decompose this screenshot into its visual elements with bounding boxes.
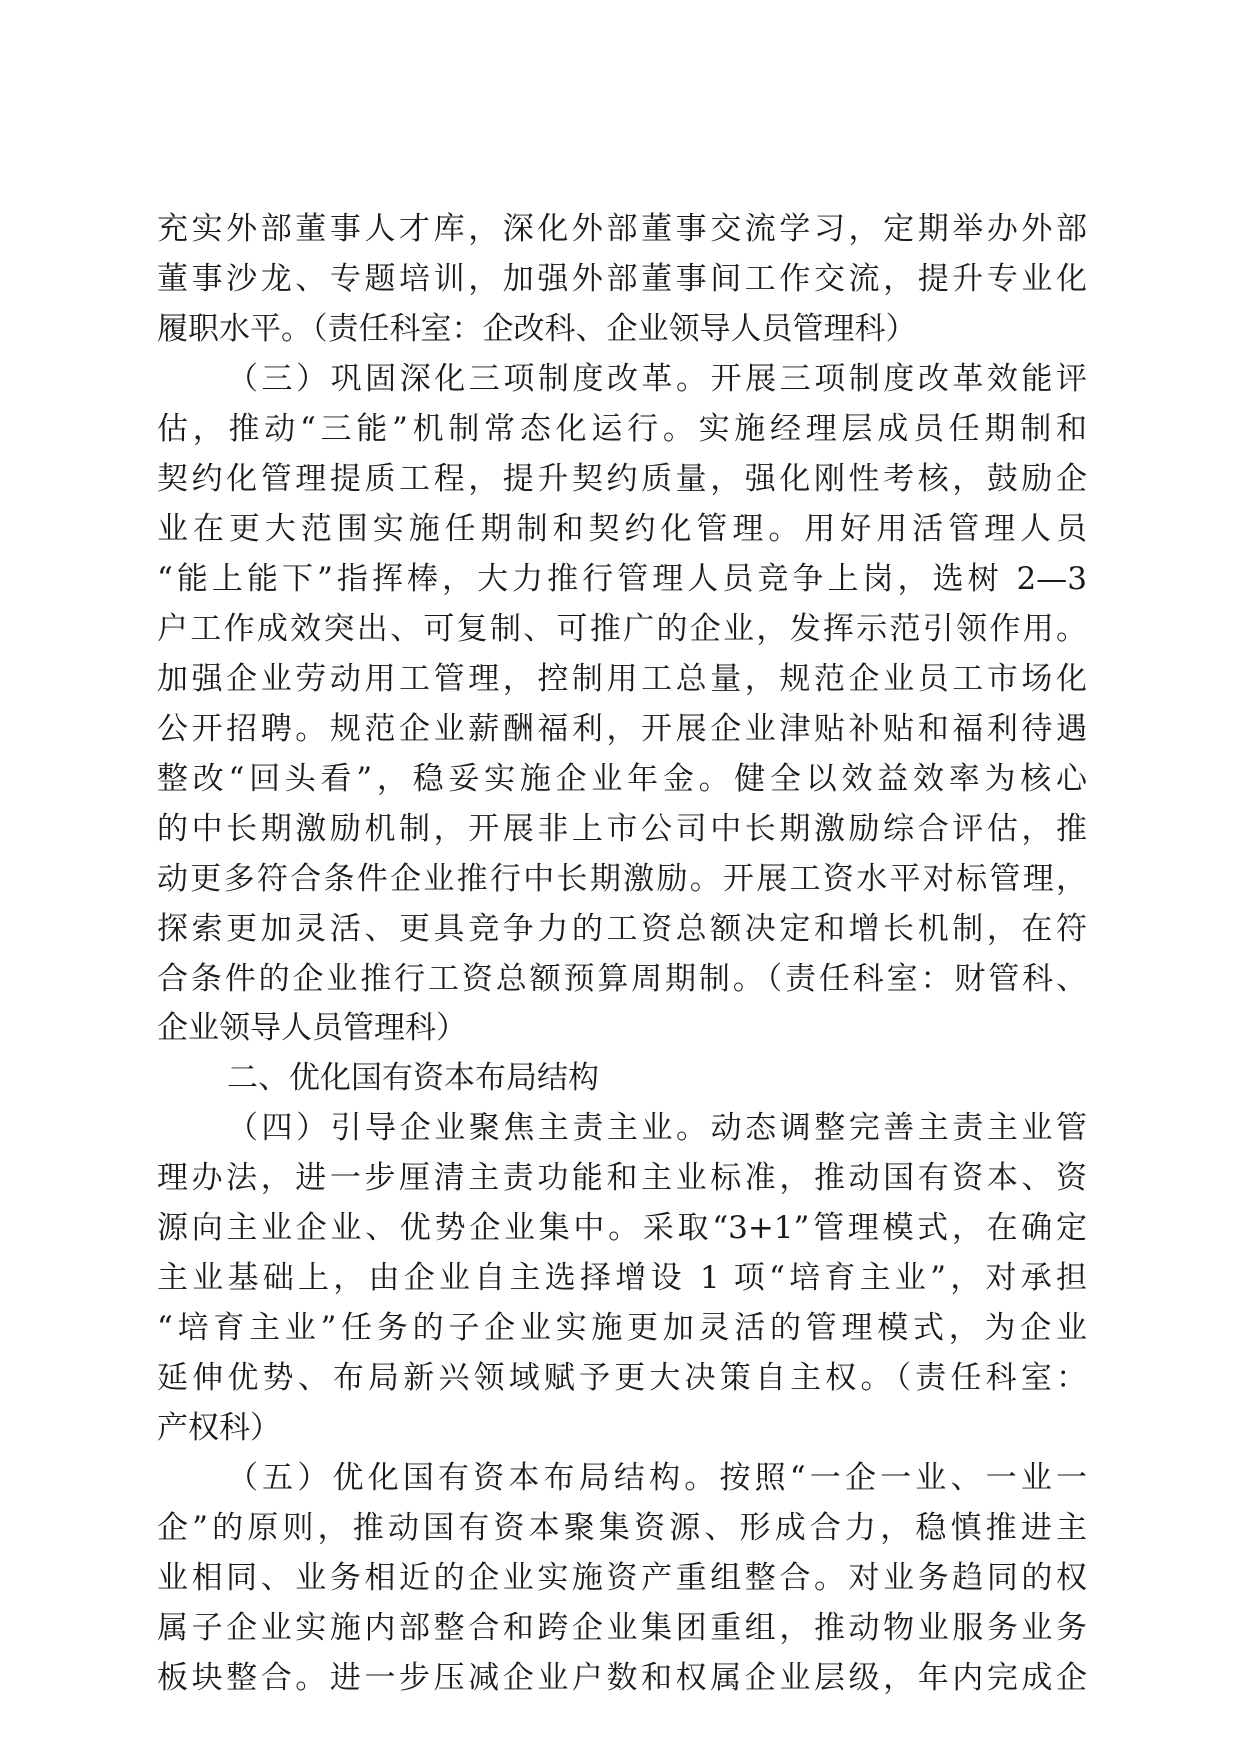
body-text-line: 板块整合。进一步压减企业户数和权属企业层级，年内完成企	[157, 1660, 1087, 1697]
body-text-line: 加强企业劳动用工管理，控制用工总量，规范企业员工市场化	[157, 660, 1087, 697]
body-text-line: 延伸优势、布局新兴领域赋予更大决策自主权。（责任科室：	[157, 1360, 1087, 1397]
body-text-line: 履职水平。（责任科室：企改科、企业领导人员管理科）	[157, 310, 917, 347]
body-text-line: 的中长期激励机制，开展非上市公司中长期激励综合评估，推	[157, 810, 1087, 847]
body-text-line: 充实外部董事人才库，深化外部董事交流学习，定期举办外部	[157, 211, 1087, 247]
body-text-line: “能上能下”指挥棒，大力推行管理人员竞争上岗，选树 2—3	[157, 560, 1087, 597]
body-text-line: 业在更大范围实施任期制和契约化管理。用好用活管理人员	[157, 510, 1087, 547]
body-text-line: 主业基础上，由企业自主选择增设 1 项“培育主业”，对承担	[157, 1260, 1087, 1297]
body-text-line: 企业领导人员管理科）	[157, 1010, 467, 1047]
body-text-line: 估，推动“三能”机制常态化运行。实施经理层成员任期制和	[157, 410, 1087, 447]
chapter-heading: 二、优化国有资本布局结构	[227, 1060, 599, 1097]
body-text-line: 动更多符合条件企业推行中长期激励。开展工资水平对标管理，	[157, 860, 1087, 897]
body-text-line: 企”的原则，推动国有资本聚集资源、形成合力，稳慎推进主	[157, 1510, 1087, 1547]
body-text-line: “培育主业”任务的子企业实施更加灵活的管理模式，为企业	[157, 1310, 1087, 1347]
section-4-heading-line: （四）引导企业聚焦主责主业。动态调整完善主责主业管	[227, 1110, 1087, 1147]
body-text-line: 公开招聘。规范企业薪酬福利，开展企业津贴补贴和福利待遇	[157, 710, 1087, 747]
section-3-heading-line: （三）巩固深化三项制度改革。开展三项制度改革效能评	[227, 360, 1087, 397]
body-text-line: 探索更加灵活、更具竞争力的工资总额决定和增长机制，在符	[157, 910, 1087, 947]
body-text-line: 产权科）	[157, 1410, 281, 1447]
body-text-line: 源向主业企业、优势企业集中。采取“3+1”管理模式，在确定	[157, 1210, 1087, 1247]
body-text-line: 合条件的企业推行工资总额预算周期制。（责任科室：财管科、	[157, 960, 1087, 997]
body-text-line: 理办法，进一步厘清主责功能和主业标准，推动国有资本、资	[157, 1160, 1087, 1197]
body-text-line: 整改“回头看”，稳妥实施企业年金。健全以效益效率为核心	[157, 760, 1087, 797]
body-text-line: 契约化管理提质工程，提升契约质量，强化刚性考核，鼓励企	[157, 460, 1087, 497]
body-text-line: 户工作成效突出、可复制、可推广的企业，发挥示范引领作用。	[157, 610, 1087, 647]
body-text-line: 业相同、业务相近的企业实施资产重组整合。对业务趋同的权	[157, 1560, 1087, 1597]
section-5-heading-line: （五）优化国有资本布局结构。按照“一企一业、一业一	[227, 1460, 1087, 1497]
body-text-line: 属子企业实施内部整合和跨企业集团重组，推动物业服务业务	[157, 1610, 1087, 1647]
body-text-line: 董事沙龙、专题培训，加强外部董事间工作交流，提升专业化	[157, 260, 1087, 297]
